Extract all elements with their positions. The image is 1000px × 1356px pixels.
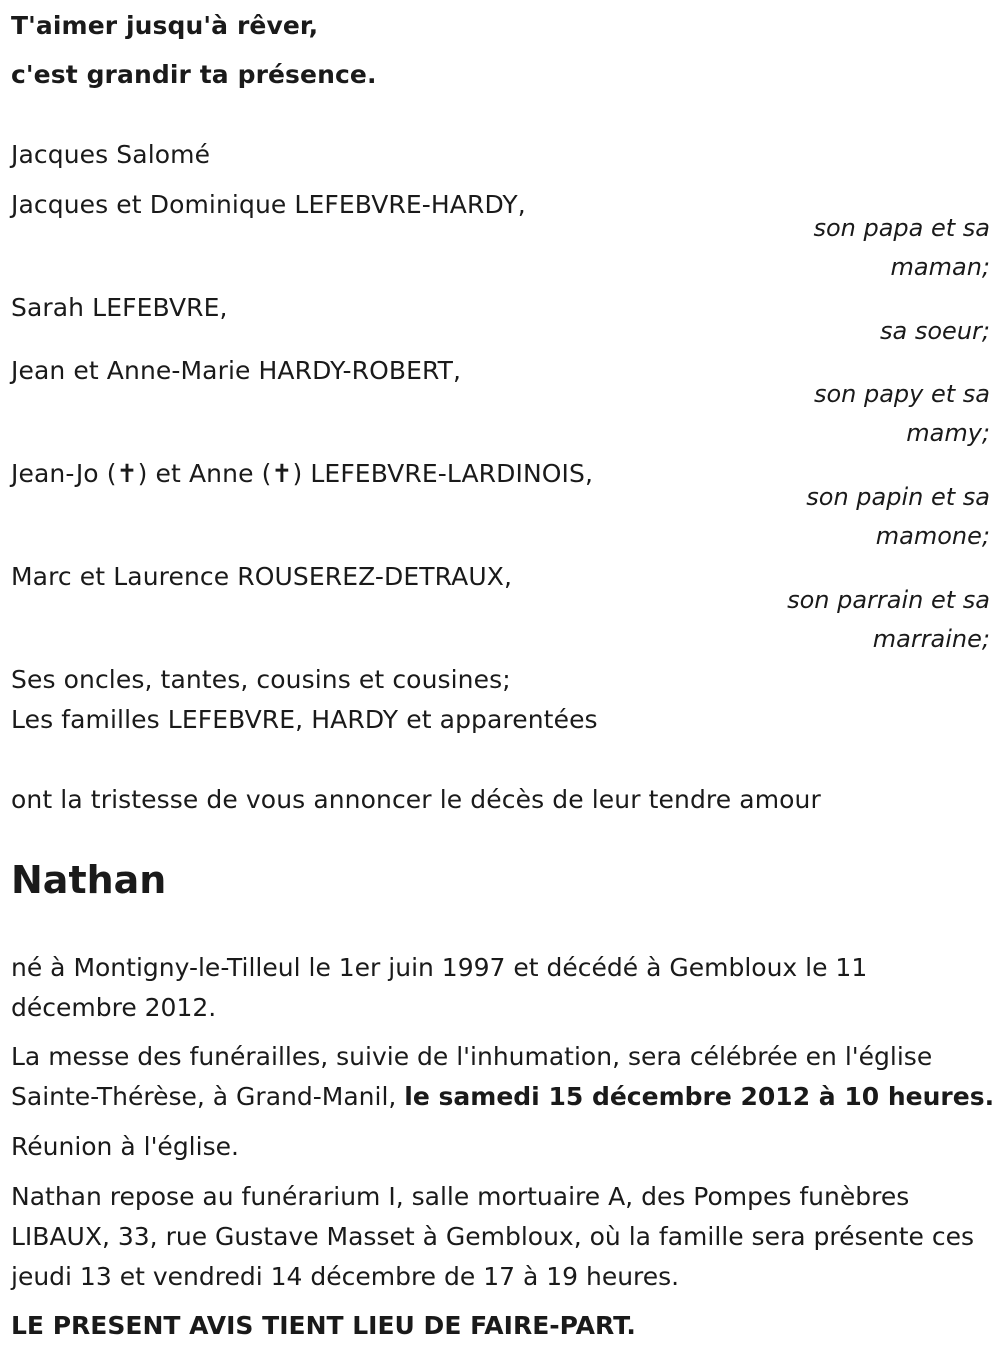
quote-line-1: T'aimer jusqu'à rêver, xyxy=(11,11,319,40)
extended-family-line-1: Ses oncles, tantes, cousins et cousines; xyxy=(11,665,511,694)
family-names-sister: Sarah LEFEBVRE, xyxy=(11,293,228,322)
family-relation-grandparents-maternal-2: mamy; xyxy=(906,419,990,447)
meeting-paragraph: Réunion à l'église. xyxy=(11,1132,239,1161)
quote-line-2: c'est grandir ta présence. xyxy=(11,60,377,89)
deceased-name: Nathan xyxy=(11,858,167,902)
closing-notice: LE PRESENT AVIS TIENT LIEU DE FAIRE-PART. xyxy=(11,1311,636,1340)
viewing-paragraph: Nathan repose au funérarium I, salle mortuaire A, des Pompes funèbres LIBAUX, 33, rue Gustave Masset à Gembloux, où la famille sera présente ces jeudi 13 et vendredi 14 décembre de 17 à 19 heures. xyxy=(11,1182,975,1291)
funeral-text: La messe des funérailles, suivie de l'inhumation, sera célébrée en l'église Sainte-Thérèse, à Grand-Manil, xyxy=(11,1042,933,1111)
family-names-grandparents-maternal: Jean et Anne-Marie HARDY-ROBERT, xyxy=(11,356,462,385)
family-names-parents: Jacques et Dominique LEFEBVRE-HARDY, xyxy=(11,190,526,219)
family-names-godparents: Marc et Laurence ROUSEREZ-DETRAUX, xyxy=(11,562,512,591)
family-relation-godparents-1: son parrain et sa xyxy=(787,586,990,614)
birth-death-paragraph: né à Montigny-le-Tilleul le 1er juin 1997 et décédé à Gembloux le 11 décembre 2012. xyxy=(11,953,868,1022)
extended-family-line-2: Les familles LEFEBVRE, HARDY et apparentées xyxy=(11,705,598,734)
funeral-date: le samedi 15 décembre 2012 à 10 heures. xyxy=(404,1082,995,1111)
family-relation-sister-1: sa soeur; xyxy=(880,317,990,345)
family-relation-grandparents-paternal-1: son papin et sa xyxy=(806,483,990,511)
family-relation-parents-2: maman; xyxy=(890,253,990,281)
family-relation-grandparents-paternal-2: mamone; xyxy=(875,522,990,550)
quote-author: Jacques Salomé xyxy=(11,140,211,169)
family-relation-parents-1: son papa et sa xyxy=(813,214,990,242)
funeral-paragraph xyxy=(11,1037,996,1117)
announcement-text: ont la tristesse de vous annoncer le décès de leur tendre amour xyxy=(11,785,821,814)
family-names-grandparents-paternal: Jean-Jo (✝) et Anne (✝) LEFEBVRE-LARDINOIS, xyxy=(11,459,594,488)
family-relation-godparents-2: marraine; xyxy=(872,625,990,653)
family-relation-grandparents-maternal-1: son papy et sa xyxy=(813,380,990,408)
